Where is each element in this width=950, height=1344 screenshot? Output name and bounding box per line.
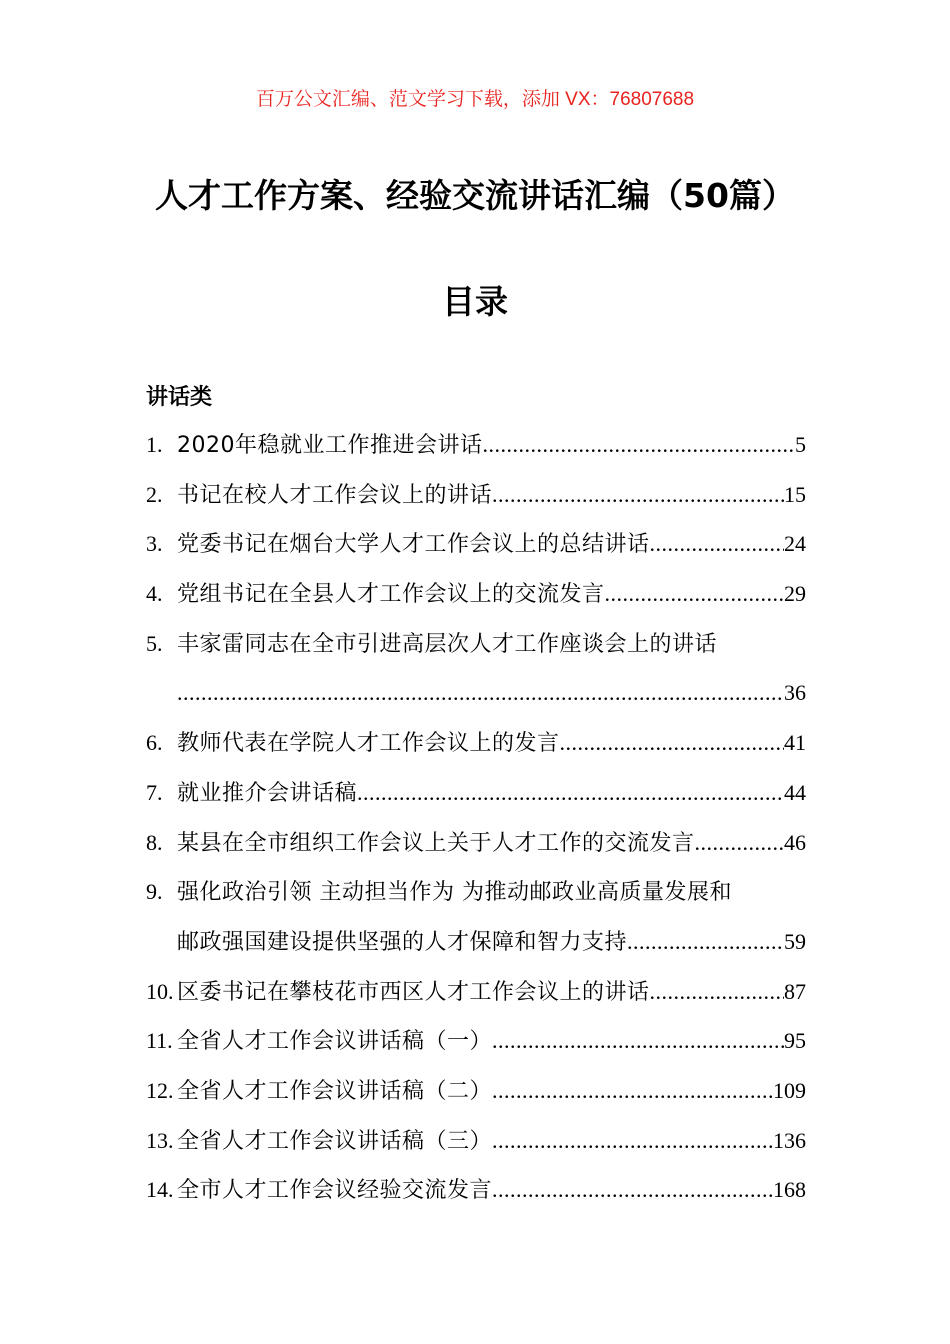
toc-entry-number: 10.: [146, 978, 174, 1004]
toc-entry-title: 区委书记在攀枝花市西区人才工作会议上的讲话: [177, 979, 650, 1005]
toc-entry-title: 全省人才工作会议讲话稿（二）: [177, 1078, 493, 1104]
toc-entry-number: 2.: [146, 481, 163, 507]
toc-entry[interactable]: [146, 967, 806, 1017]
toc-page-number: 15: [784, 481, 806, 507]
toc-entry[interactable]: [146, 1165, 806, 1215]
toc-entry-number: 7.: [146, 779, 163, 805]
table-of-contents: [146, 420, 806, 1215]
toc-page-number: 46: [784, 829, 806, 855]
toc-dot-leader: [492, 1165, 773, 1215]
toc-dot-leader: [177, 668, 784, 718]
toc-page-number: 168: [773, 1177, 806, 1203]
toc-entry-number: 9.: [146, 879, 163, 905]
toc-page-number: 5: [795, 432, 806, 457]
toc-dot-leader: [650, 967, 784, 1017]
toc-entry-number: 8.: [146, 829, 163, 855]
toc-entry-title: 2020年稳就业工作推进会讲话: [177, 433, 483, 458]
toc-entry-title: 党组书记在全县人才工作会议上的交流发言: [177, 582, 605, 608]
toc-entry-number: 5.: [146, 630, 163, 656]
toc-page-number: 87: [784, 978, 806, 1004]
toc-dot-leader: [357, 768, 784, 818]
document-title: 人才工作方案、经验交流讲话汇编（50篇）: [155, 176, 795, 215]
toc-entry-number: 6.: [146, 730, 163, 756]
toc-page-number: 95: [784, 1028, 806, 1054]
toc-entry-number: 11.: [146, 1028, 173, 1054]
toc-page-number: 44: [784, 779, 806, 805]
toc-entry-title: 全省人才工作会议讲话稿（三）: [177, 1128, 493, 1154]
toc-entry-title: 强化政治引领 主动担当作为 为推动邮政业高质量发展和: [177, 880, 732, 906]
toc-dot-leader: [492, 1066, 773, 1116]
toc-entry-number: 3.: [146, 531, 163, 557]
toc-dot-leader: [650, 519, 784, 569]
toc-dot-leader: [492, 470, 784, 520]
toc-entry-number: 12.: [146, 1077, 174, 1103]
toc-dot-leader: [483, 420, 796, 470]
toc-entry[interactable]: [146, 867, 806, 966]
toc-page-number: 29: [784, 581, 806, 607]
toc-entry-number: 1.: [146, 432, 163, 457]
toc-entry[interactable]: [146, 1066, 806, 1116]
toc-entry[interactable]: [146, 619, 806, 718]
toc-entry-title: 丰家雷同志在全市引进高层次人才工作座谈会上的讲话: [177, 631, 718, 657]
section-heading: 讲话类: [146, 385, 213, 410]
toc-entry[interactable]: [146, 1116, 806, 1166]
toc-page-number: 36: [784, 680, 806, 706]
toc-entry[interactable]: [146, 718, 806, 768]
toc-entry[interactable]: [146, 818, 806, 868]
toc-entry-number: 13.: [146, 1127, 174, 1153]
toc-entry-title: 邮政强国建设提供坚强的人才保障和智力支持: [177, 929, 628, 955]
toc-entry[interactable]: [146, 420, 806, 470]
toc-entry[interactable]: [146, 470, 806, 520]
toc-dot-leader: [695, 818, 784, 868]
toc-page-number: 41: [784, 730, 806, 756]
toc-page-number: 136: [773, 1127, 806, 1153]
toc-entry-number: 14.: [146, 1177, 174, 1203]
toc-entry[interactable]: [146, 569, 806, 619]
toc-entry[interactable]: [146, 519, 806, 569]
toc-entry[interactable]: [146, 768, 806, 818]
toc-entry-title: 党委书记在烟台大学人才工作会议上的总结讲话: [177, 532, 650, 558]
toc-entry-title: 全市人才工作会议经验交流发言: [177, 1178, 493, 1204]
toc-dot-leader: [627, 917, 784, 967]
toc-entry-title: 书记在校人才工作会议上的讲话: [177, 482, 493, 508]
toc-page-number: 59: [784, 928, 806, 954]
toc-page-number: 24: [784, 531, 806, 557]
toc-entry-title: 教师代表在学院人才工作会议上的发言: [177, 731, 560, 757]
toc-entry-title: 就业推介会讲话稿: [177, 780, 358, 806]
toc-dot-leader: [605, 569, 784, 619]
toc-entry-number: 4.: [146, 581, 163, 607]
toc-entry[interactable]: [146, 1016, 806, 1066]
toc-dot-leader: [560, 718, 784, 768]
watermark-text: 百万公文汇编、范文学习下载，添加 VX：76807688: [255, 89, 695, 110]
toc-entry-title: 某县在全市组织工作会议上关于人才工作的交流发言: [177, 830, 695, 856]
toc-dot-leader: [492, 1116, 773, 1166]
toc-dot-leader: [492, 1016, 784, 1066]
toc-page-number: 109: [773, 1077, 806, 1103]
toc-entry-title: 全省人才工作会议讲话稿（一）: [177, 1029, 493, 1055]
toc-heading: 目录: [442, 282, 508, 321]
